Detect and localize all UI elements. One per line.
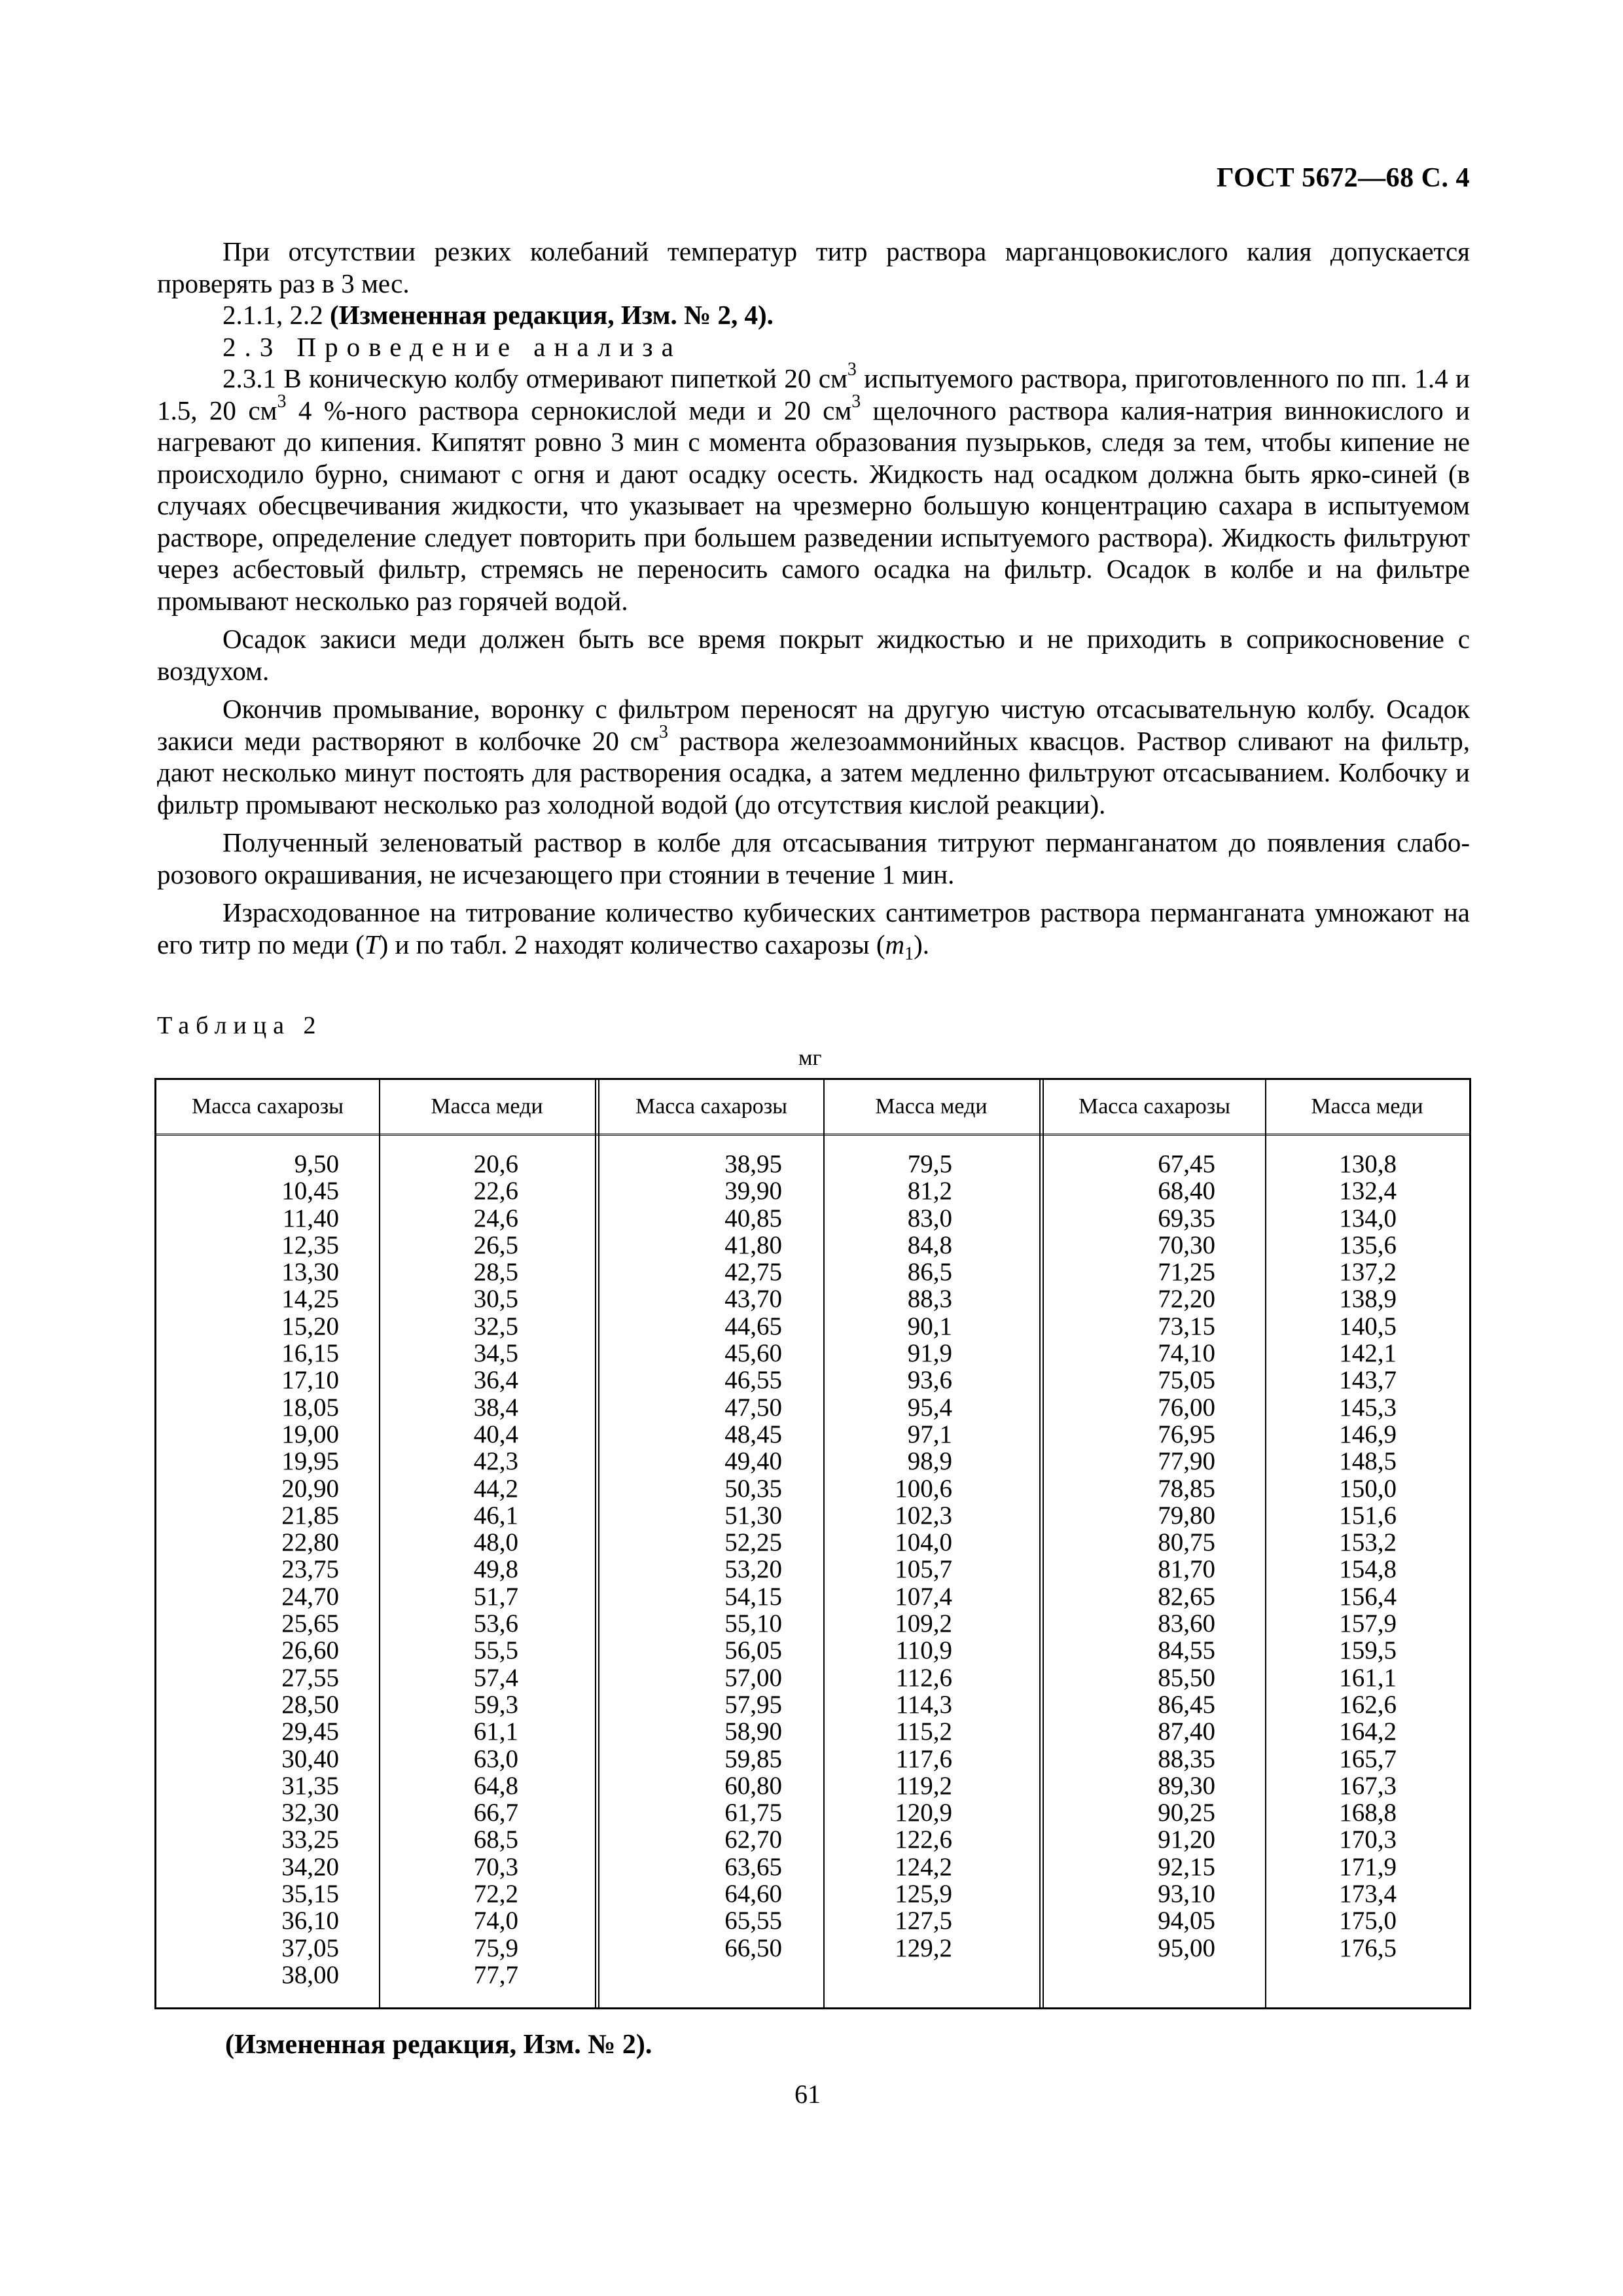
table-cell: 19,00	[281, 1420, 339, 1448]
table-cell: 132,4	[1339, 1177, 1397, 1206]
table-cell: 165,7	[1339, 1744, 1397, 1773]
table-cell: 42,3	[473, 1447, 518, 1476]
table-cell: 48,45	[724, 1420, 782, 1448]
table-cell: 173,4	[1339, 1880, 1397, 1909]
table-cell: 153,2	[1339, 1528, 1397, 1557]
table-cell: 73,15	[1158, 1312, 1215, 1340]
table-cell: 119,2	[895, 1771, 952, 1800]
table-cell: 34,5	[473, 1339, 518, 1368]
table-cell: 75,9	[473, 1933, 518, 1962]
table-cell: 43,70	[724, 1285, 782, 1314]
table-cell: 72,20	[1158, 1285, 1215, 1314]
table-cell: 66,50	[724, 1933, 782, 1962]
table-cell: 95,4	[907, 1393, 952, 1422]
paragraph-2: 2.1.1, 2.2 (Измененная редакция, Изм. № 2, 4).	[223, 300, 774, 330]
page-number: 61	[794, 2079, 821, 2109]
table-cell: 83,60	[1158, 1609, 1215, 1638]
table-cell: 23,75	[281, 1555, 339, 1584]
table-cell: 50,35	[724, 1474, 782, 1503]
table-header-row	[156, 1080, 1469, 1136]
table-cell: 68,40	[1158, 1177, 1215, 1206]
table-cell: 92,15	[1158, 1852, 1215, 1881]
table-cell: 59,3	[473, 1690, 518, 1719]
table-cell: 53,6	[473, 1609, 518, 1638]
table-cell: 176,5	[1339, 1933, 1397, 1962]
table-cell: 64,8	[473, 1771, 518, 1800]
table-cell: 24,6	[473, 1204, 518, 1232]
table-cell: 39,90	[724, 1177, 782, 1206]
table-cell: 32,5	[473, 1312, 518, 1340]
table-cell: 154,8	[1339, 1555, 1397, 1584]
table-cell: 52,25	[724, 1528, 782, 1557]
table-cell: 98,9	[907, 1447, 952, 1476]
paragraph-titration: Полученный зеленоватый раствор в колбе для отсасывания титруют перманганатом до появления слабо-розового окрашивания, не исчезающего при стоянии в течение 1 мин.	[157, 827, 1470, 889]
table-cell: 145,3	[1339, 1393, 1397, 1422]
table-cell: 24,70	[281, 1582, 339, 1611]
table-cell: 11,40	[282, 1204, 339, 1232]
table-label: Таблица 2	[157, 1012, 323, 1039]
table-cell: 29,45	[281, 1717, 339, 1746]
table-cell: 20,90	[281, 1474, 339, 1503]
table-cell: 168,8	[1339, 1799, 1397, 1827]
column-divider	[379, 1080, 380, 2007]
table-cell: 45,60	[724, 1339, 782, 1368]
table-cell: 22,6	[473, 1177, 518, 1206]
table-cell: 117,6	[895, 1744, 952, 1773]
column-divider-double	[1039, 1080, 1044, 2007]
table-cell: 44,65	[724, 1312, 782, 1340]
amendment-note: (Измененная редакция, Изм. № 2, 4).	[330, 300, 774, 330]
table-cell: 22,80	[281, 1528, 339, 1557]
table-cell: 76,95	[1158, 1420, 1215, 1448]
table-cell: 51,30	[724, 1501, 782, 1530]
header-cell: Масса сахарозы	[635, 1094, 788, 1119]
table-cell: 18,05	[281, 1393, 339, 1422]
table-cell: 30,5	[473, 1285, 518, 1314]
table-cell: 87,40	[1158, 1717, 1215, 1746]
table-cell: 49,40	[724, 1447, 782, 1476]
table-cell: 53,20	[724, 1555, 782, 1584]
table-cell: 57,4	[473, 1663, 518, 1692]
table-cell: 156,4	[1339, 1582, 1397, 1611]
table-cell: 110,9	[895, 1636, 952, 1665]
table-cell: 59,85	[724, 1744, 782, 1773]
table-cell: 138,9	[1339, 1285, 1397, 1314]
table-cell: 171,9	[1339, 1852, 1397, 1881]
table-cell: 164,2	[1339, 1717, 1397, 1746]
table-cell: 28,50	[281, 1690, 339, 1719]
table-cell: 142,1	[1339, 1339, 1397, 1368]
table-cell: 84,8	[907, 1230, 952, 1259]
table-cell: 46,55	[724, 1366, 782, 1395]
paragraph-1: При отсутствии резких колебаний температур титр раствора марганцовокислого калия допускается проверять раз в 3 мес.	[157, 236, 1470, 298]
table-cell: 56,05	[724, 1636, 782, 1665]
table-cell: 40,4	[473, 1420, 518, 1448]
table-cell: 134,0	[1339, 1204, 1397, 1232]
table-cell: 102,3	[895, 1501, 952, 1530]
table-cell: 127,5	[895, 1907, 952, 1935]
column-copper-2	[895, 1151, 952, 1962]
table-cell: 122,6	[895, 1825, 952, 1854]
table-cell: 12,35	[281, 1230, 339, 1259]
table-cell: 61,1	[473, 1717, 518, 1746]
table-cell: 62,70	[724, 1825, 782, 1854]
table-cell: 157,9	[1339, 1609, 1397, 1638]
column-divider-double	[595, 1080, 599, 2007]
table-cell: 34,20	[281, 1852, 339, 1881]
table-cell: 40,85	[724, 1204, 782, 1232]
table-cell: 60,80	[724, 1771, 782, 1800]
table-cell: 69,35	[1158, 1204, 1215, 1232]
table-cell: 44,2	[473, 1474, 518, 1503]
paragraph-copper-oxide: Осадок закиси меди должен быть все время покрыт жидкостью и не приходить в соприкосновение с воздухом.	[157, 624, 1470, 686]
table-cell: 16,15	[281, 1339, 339, 1368]
table-cell: 35,15	[281, 1880, 339, 1909]
table-cell: 97,1	[907, 1420, 952, 1448]
table-cell: 125,9	[895, 1880, 952, 1909]
table-cell: 17,10	[281, 1366, 339, 1395]
table-cell: 71,25	[1158, 1258, 1215, 1287]
table-cell: 37,05	[281, 1933, 339, 1962]
table-cell: 115,2	[895, 1717, 952, 1746]
table-cell: 83,0	[907, 1204, 952, 1232]
table-cell: 54,15	[724, 1582, 782, 1611]
table-cell: 66,7	[473, 1799, 518, 1827]
table-cell: 175,0	[1339, 1907, 1397, 1935]
table-cell: 88,35	[1158, 1744, 1215, 1773]
table-cell: 86,45	[1158, 1690, 1215, 1719]
column-copper-3	[1339, 1151, 1397, 1962]
table-cell: 135,6	[1339, 1230, 1397, 1259]
table-cell: 94,05	[1158, 1907, 1215, 1935]
amendment-footnote: (Измененная редакция, Изм. № 2).	[225, 2030, 652, 2060]
table-cell: 170,3	[1339, 1825, 1397, 1854]
table-cell: 38,95	[724, 1150, 782, 1178]
table-cell: 70,30	[1158, 1230, 1215, 1259]
table-cell: 80,75	[1158, 1528, 1215, 1557]
paragraph-washing: Окончив промывание, воронку с фильтром переносят на другую чистую отсасывательную колбу. Осадок закиси меди растворяют в колбочке 20 $см^3$ раствора железоаммонийных квасцов. Раствор сливают на фильтр, дают несколько минут постоять для растворения осадка, а затем медленно фильтруют отсасыванием. Колбочку и фильтр промывают несколько раз холодной водой (до отсутствия кислой реакции).	[157, 694, 1470, 819]
table-cell: 74,0	[473, 1907, 518, 1935]
table-cell: 129,2	[895, 1933, 952, 1962]
table-cell: 70,3	[473, 1852, 518, 1881]
sucrose-copper-table	[154, 1078, 1471, 2009]
table-cell: 32,30	[281, 1799, 339, 1827]
table-cell: 77,90	[1158, 1447, 1215, 1476]
table-cell: 91,9	[907, 1339, 952, 1368]
table-cell: 150,0	[1339, 1474, 1397, 1503]
table-cell: 72,2	[473, 1880, 518, 1909]
section-heading-analysis: 2.3 Проведение анализа	[223, 331, 682, 362]
table-cell: 68,5	[473, 1825, 518, 1854]
table-cell: 140,5	[1339, 1312, 1397, 1340]
table-cell: 107,4	[895, 1582, 952, 1611]
table-cell: 100,6	[895, 1474, 952, 1503]
column-sucrose-1	[281, 1151, 339, 1988]
table-cell: 28,5	[473, 1258, 518, 1287]
table-cell: 162,6	[1339, 1690, 1397, 1719]
table-cell: 57,00	[724, 1663, 782, 1692]
table-cell: 167,3	[1339, 1771, 1397, 1800]
body-text	[157, 236, 1470, 964]
table-cell: 41,80	[724, 1230, 782, 1259]
table-cell: 148,5	[1339, 1447, 1397, 1476]
table-cell: 65,55	[724, 1907, 782, 1935]
table-cell: 79,5	[907, 1150, 952, 1178]
table-cell: 112,6	[895, 1663, 952, 1692]
table-cell: 26,60	[281, 1636, 339, 1665]
table-cell: 27,55	[281, 1663, 339, 1692]
table-cell: 90,1	[907, 1312, 952, 1340]
table-cell: 137,2	[1339, 1258, 1397, 1287]
table-cell: 114,3	[895, 1690, 952, 1719]
header-cell: Масса меди	[1311, 1094, 1423, 1119]
paragraph-calculation: Израсходованное на титрование количество кубических сантиметров раствора перманганата умножают на его титр по меди (T) и по табл. 2 находят количество сахарозы $(m_1)$.	[157, 897, 1470, 964]
header-cell: Масса меди	[875, 1094, 988, 1119]
table-cell: 58,90	[724, 1717, 782, 1746]
table-cell: 13,30	[281, 1258, 339, 1287]
column-sucrose-3	[1158, 1151, 1215, 1962]
table-cell: 159,5	[1339, 1636, 1397, 1665]
table-cell: 51,7	[473, 1582, 518, 1611]
table-cell: 61,75	[724, 1799, 782, 1827]
table-cell: 124,2	[895, 1852, 952, 1881]
table-cell: 120,9	[895, 1799, 952, 1827]
table-cell: 48,0	[473, 1528, 518, 1557]
table-cell: 36,4	[473, 1366, 518, 1395]
table-cell: 81,70	[1158, 1555, 1215, 1584]
table-cell: 86,5	[907, 1258, 952, 1287]
table-cell: 47,50	[724, 1393, 782, 1422]
table-cell: 161,1	[1339, 1663, 1397, 1692]
table-cell: 130,8	[1339, 1150, 1397, 1178]
table-cell: 90,25	[1158, 1799, 1215, 1827]
document-header: ГОСТ 5672—68 С. 4	[1216, 163, 1470, 193]
table-cell: 85,50	[1158, 1663, 1215, 1692]
table-cell: 55,5	[473, 1636, 518, 1665]
table-cell: 63,0	[473, 1744, 518, 1773]
table-cell: 151,6	[1339, 1501, 1397, 1530]
table-cell: 91,20	[1158, 1825, 1215, 1854]
table-cell: 14,25	[281, 1285, 339, 1314]
table-cell: 84,55	[1158, 1636, 1215, 1665]
table-cell: 15,20	[281, 1312, 339, 1340]
table-cell: 88,3	[907, 1285, 952, 1314]
paragraph-2-3-1: 2.3.1 В коническую колбу отмеривают пипеткой 20 $см^3$ испытуемого раствора, приготовленного по пп. 1.4 и 1.5, 20 $см^3$ 4 %-ного раствора сернокислой меди и 20 $см^3$ щелочного раствора калия-натрия виннокислого и нагревают до кипения. Кипятят ровно 3 мин с момента образования пузырьков, следя за тем, чтобы кипение не происходило бурно, снимают с огня и дают осадку осесть. Жидкость над осадком должна быть ярко-синей (в случаях обесцвечивания жидкости, что указывает на чрезмерно большую концентрацию сахара в испытуемом растворе, определение следует повторить при большем разведении испытуемого раствора). Жидкость фильтруют через асбестовый фильтр, стремясь не переносить самого осадка на фильтр. Осадок в колбе и на фильтре промывают несколько раз горячей водой.	[157, 359, 1470, 616]
table-cell: 19,95	[281, 1447, 339, 1476]
table-cell: 25,65	[281, 1609, 339, 1638]
table-cell: 81,2	[907, 1177, 952, 1206]
column-sucrose-2	[724, 1151, 782, 1962]
table-cell: 30,40	[281, 1744, 339, 1773]
table-cell: 64,60	[724, 1880, 782, 1909]
column-divider	[1265, 1080, 1266, 2007]
table-cell: 38,4	[473, 1393, 518, 1422]
table-cell: 89,30	[1158, 1771, 1215, 1800]
table-cell: 57,95	[724, 1690, 782, 1719]
table-cell: 20,6	[473, 1150, 518, 1178]
table-cell: 67,45	[1158, 1150, 1215, 1178]
header-cell: Масса сахарозы	[1078, 1094, 1231, 1119]
table-cell: 82,65	[1158, 1582, 1215, 1611]
table-cell: 75,05	[1158, 1366, 1215, 1395]
table-cell: 9,50	[294, 1150, 339, 1178]
table-cell: 33,25	[281, 1825, 339, 1854]
table-cell: 143,7	[1339, 1366, 1397, 1395]
table-cell: 55,10	[724, 1609, 782, 1638]
table-cell: 146,9	[1339, 1420, 1397, 1448]
table-cell: 26,5	[473, 1230, 518, 1259]
table-cell: 78,85	[1158, 1474, 1215, 1503]
table-cell: 104,0	[895, 1528, 952, 1557]
header-cell: Масса меди	[431, 1094, 543, 1119]
table-cell: 10,45	[281, 1177, 339, 1206]
header-cell: Масса сахарозы	[191, 1094, 344, 1119]
table-cell: 63,65	[724, 1852, 782, 1881]
table-cell: 93,6	[907, 1366, 952, 1395]
table-cell: 105,7	[895, 1555, 952, 1584]
table-cell: 95,00	[1158, 1933, 1215, 1962]
table-cell: 31,35	[281, 1771, 339, 1800]
table-cell: 93,10	[1158, 1880, 1215, 1909]
table-cell: 109,2	[895, 1609, 952, 1638]
table-cell: 36,10	[281, 1907, 339, 1935]
table-cell: 76,00	[1158, 1393, 1215, 1422]
table-cell: 42,75	[724, 1258, 782, 1287]
table-cell: 49,8	[473, 1555, 518, 1584]
table-cell: 74,10	[1158, 1339, 1215, 1368]
table-cell: 79,80	[1158, 1501, 1215, 1530]
table-cell: 46,1	[473, 1501, 518, 1530]
table-cell: 77,7	[473, 1960, 518, 1989]
table-units: мг	[798, 1046, 822, 1070]
column-divider	[823, 1080, 825, 2007]
table-cell: 38,00	[281, 1960, 339, 1989]
column-copper-1	[474, 1151, 518, 1988]
table-cell: 21,85	[281, 1501, 339, 1530]
